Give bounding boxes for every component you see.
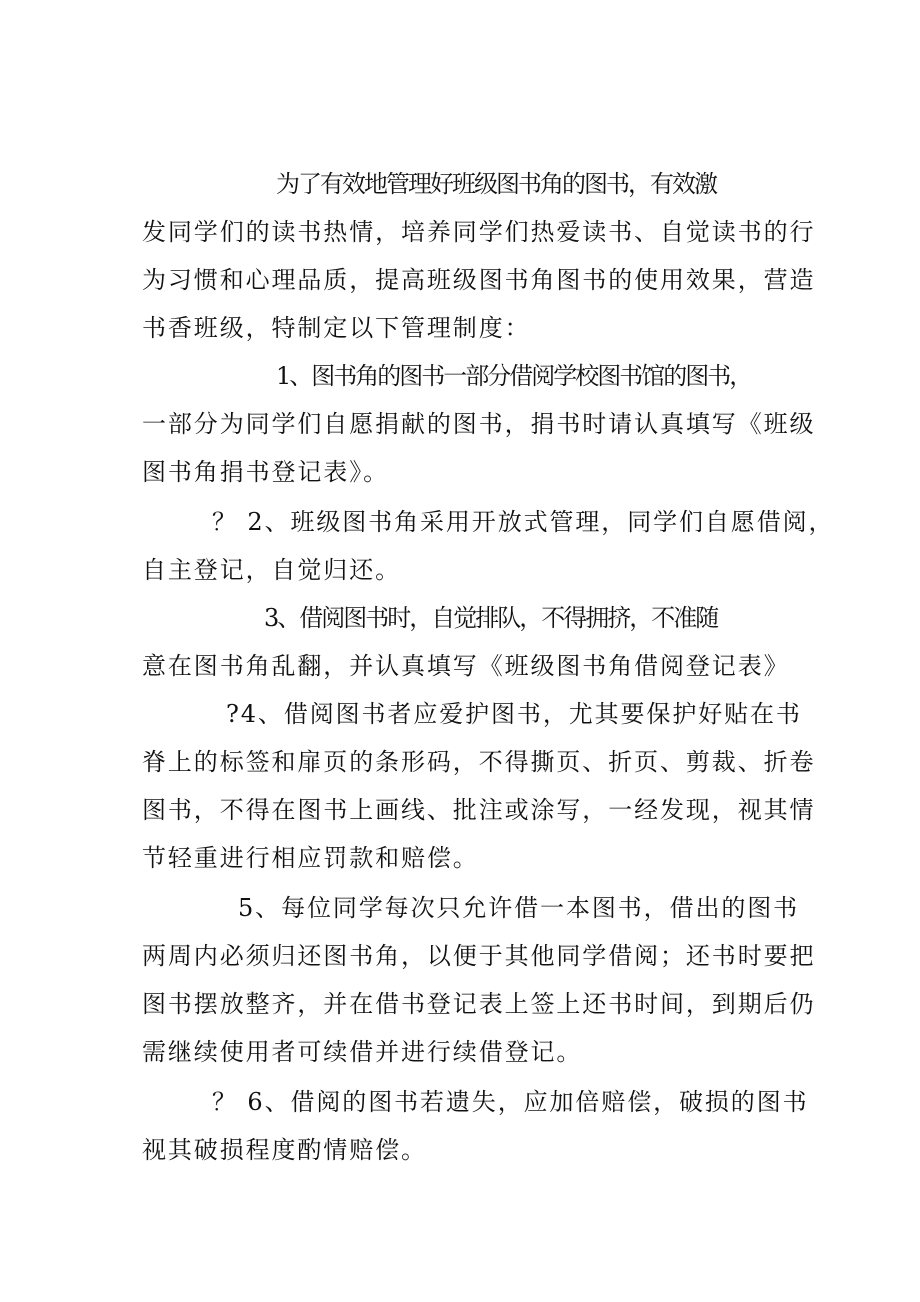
intro-line-3: 为习惯和心理品质，提高班级图书角图书的使用效果，营造 (142, 266, 816, 294)
rule-1-line-3: 图书角捐书登记表》。 (142, 458, 389, 486)
rule-4-line-1: ?4、借阅图书者应爱护图书，尤其要保护好贴在书 (226, 700, 802, 728)
rule-5-line-1: 5、每位同学每次只允许借一本图书，借出的图书 (238, 894, 800, 922)
rule-6-line-2: 视其破损程度酌情赔偿。 (142, 1136, 427, 1164)
intro-line-1: 为了有效地管理好班级图书角的图书，有效激 (276, 170, 716, 198)
rule-3-line-1: 3、借阅图书时，自觉排队，不得拥挤，不准随 (264, 604, 718, 632)
rule-4-line-3: 图书，不得在图书上画线、批注或涂写，一经发现，视其情 (142, 796, 816, 824)
rule-1-line-1: 1、图书角的图书一部分借阅学校图书馆的图书， (276, 362, 752, 390)
rule-5-line-3: 图书摆放整齐，并在借书登记表上签上还书时间，到期后仍 (142, 990, 816, 1018)
rule-5-line-4: 需继续使用者可续借并进行续借登记。 (142, 1038, 583, 1066)
rule-1-line-2: 一部分为同学们自愿捐献的图书，捐书时请认真填写《班级 (142, 410, 816, 438)
rule-5-line-2: 两周内必须归还图书角，以便于其他同学借阅；还书时要把 (142, 942, 816, 970)
rule-2-line-2: 自主登记，自觉归还。 (142, 556, 401, 584)
rule-3-line-2: 意在图书角乱翻，并认真填写《班级图书角借阅登记表》 (142, 652, 790, 680)
rule-4-line-2: 脊上的标签和扉页的条形码，不得撕页、折页、剪裁、折卷 (142, 748, 816, 776)
rule-6-line-1: ？ 6、借阅的图书若遗失，应加倍赔偿，破损的图书 (212, 1088, 809, 1116)
intro-line-4: 书香班级，特制定以下管理制度： (142, 314, 531, 342)
intro-line-2: 发同学们的读书热情，培养同学们热爱读书、自觉读书的行 (142, 218, 816, 246)
rule-2-line-1: ？ 2、班级图书角采用开放式管理，同学们自愿借阅， (212, 508, 835, 536)
rule-4-line-4: 节轻重进行相应罚款和赔偿。 (142, 844, 479, 872)
